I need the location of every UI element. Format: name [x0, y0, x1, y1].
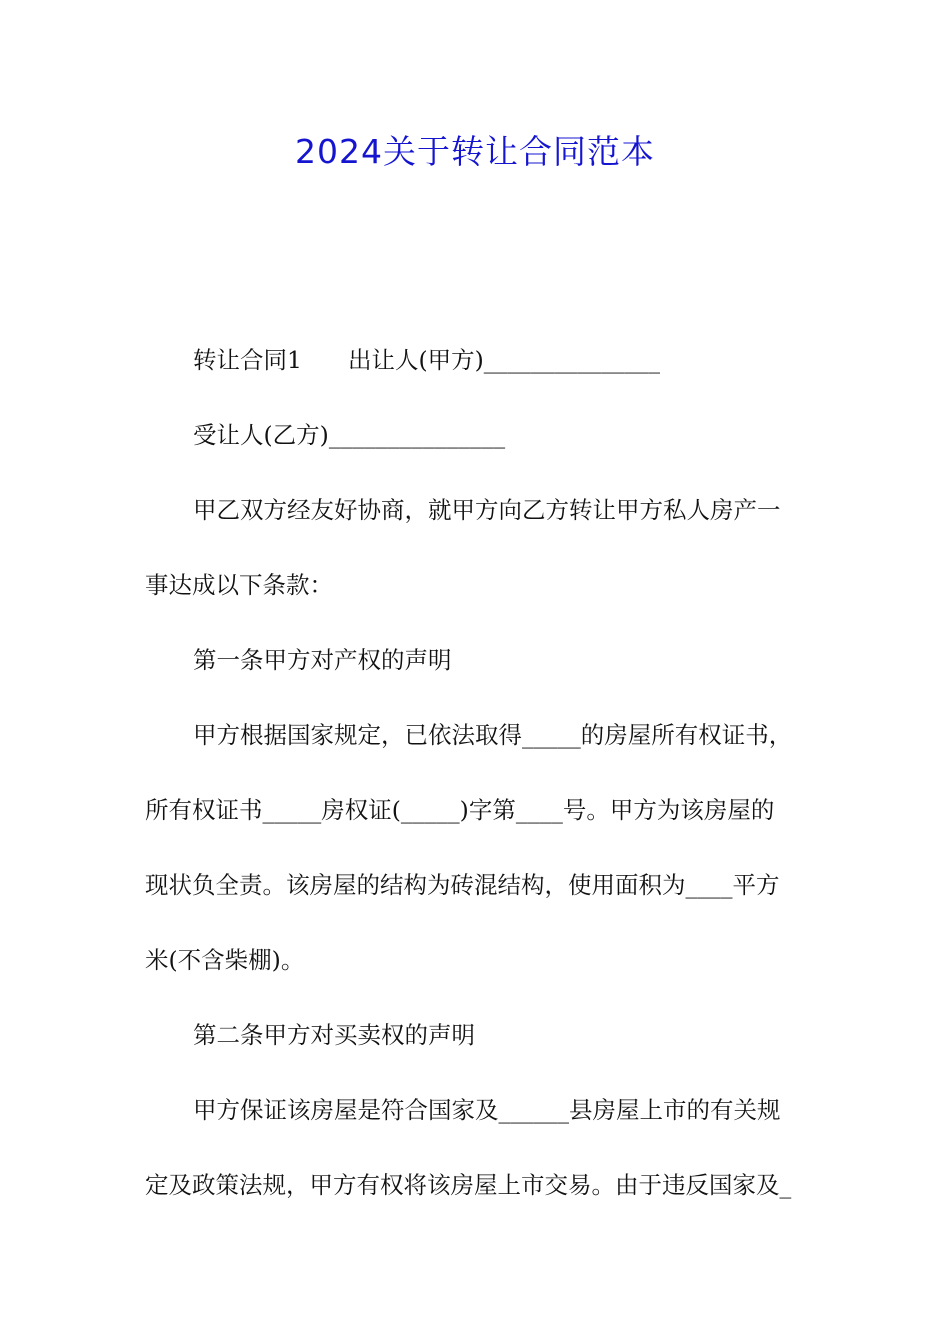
party-line-1: [193, 343, 810, 377]
body-line: 定及政策法规，甲方有权将该房屋上市交易。由于违反国家及_: [145, 1171, 792, 1199]
body-line: 甲方根据国家规定，已依法取得_____的房屋所有权证书，: [193, 721, 793, 749]
transferor-field: 出让人(甲方)_______________: [347, 346, 661, 374]
party-line-2: 受让人(乙方)_______________: [193, 421, 506, 449]
body-line: 现状负全责。该房屋的结构为砖混结构，使用面积为____平方: [145, 871, 780, 899]
contract-label: 转让合同1: [193, 346, 302, 374]
document-title: 2024关于转让合同范本: [295, 132, 655, 171]
body-line: 事达成以下条款：: [145, 571, 333, 599]
article-heading-2: 第二条甲方对买卖权的声明: [193, 1021, 475, 1049]
body-line: 米(不含柴棚)。: [145, 946, 305, 974]
body-line: 甲方保证该房屋是符合国家及______县房屋上市的有关规: [193, 1096, 781, 1124]
article-heading-1: 第一条甲方对产权的声明: [193, 646, 452, 674]
body-line: 所有权证书_____房权证(_____)字第____号。甲方为该房屋的: [145, 796, 775, 824]
body-line: 甲乙双方经友好协商，就甲方向乙方转让甲方私人房产一: [193, 496, 781, 524]
